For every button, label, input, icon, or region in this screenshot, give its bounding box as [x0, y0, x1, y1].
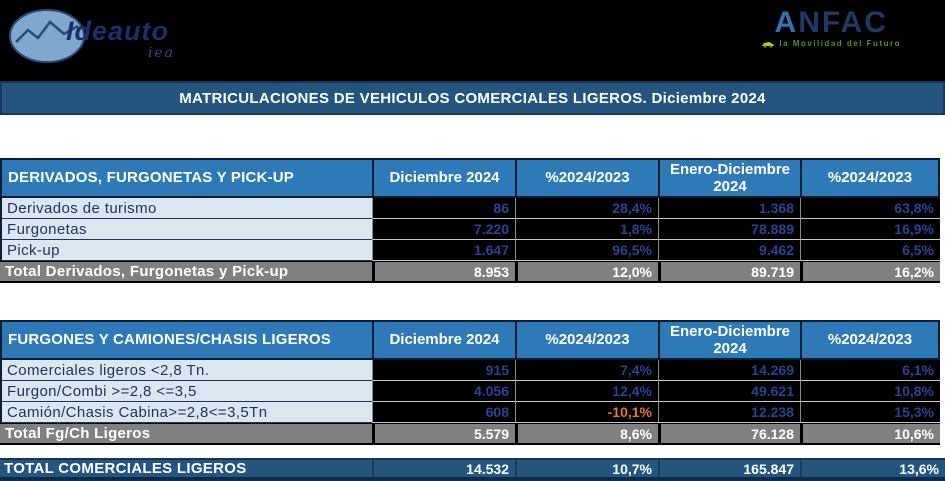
subtotal-row: [0, 423, 940, 445]
report-title: MATRICULACIONES DE VEHICULOS COMERCIALES LIGEROS. Diciembre 2024: [179, 89, 766, 107]
anfac-logo-text: ANFAC: [774, 6, 888, 39]
ideauto-logo: [8, 8, 176, 64]
pct-cell: 10,8%: [800, 381, 940, 402]
spacer: [0, 115, 945, 158]
table-derivados: [0, 158, 940, 283]
value-cell: 915: [372, 360, 515, 381]
value-cell: 14.269: [658, 360, 800, 381]
row-label: Furgon/Combi >=2,8 <=3,5: [0, 381, 372, 402]
table-title: DERIVADOS, FURGONETAS Y PICK-UP: [0, 160, 372, 196]
ideauto-logo-text: Ideauto: [66, 16, 170, 46]
column-header-dic: Diciembre 2024: [372, 322, 515, 358]
table-row: [0, 198, 940, 219]
value-cell: 608: [372, 402, 515, 423]
anfac-logo: [761, 8, 901, 48]
anfac-a-mark: A: [774, 6, 799, 39]
value-cell: 1.647: [372, 240, 515, 261]
pct-cell: 63,8%: [800, 198, 940, 219]
value-cell: 86: [372, 198, 515, 219]
pct-cell-negative: -10,1%: [515, 402, 658, 423]
table-row: [0, 402, 940, 423]
value-cell: 1.368: [658, 198, 800, 219]
subtotal-label: Total Derivados, Furgonetas y Pick-up: [5, 263, 289, 280]
subtotal-pct: 16,2%: [800, 262, 940, 281]
row-label: Pick-up: [0, 240, 372, 261]
column-header-dic: Diciembre 2024: [372, 160, 515, 196]
table-row: [0, 360, 940, 381]
pct-cell: 1,8%: [515, 219, 658, 240]
row-label: Camión/Chasis Cabina>=2,8<=3,5Tn: [0, 402, 372, 423]
table-row: [0, 240, 940, 261]
ideauto-logo-script: iea: [147, 45, 176, 61]
subtotal-pct: 12,0%: [515, 262, 658, 281]
grand-total-pct: 13,6%: [800, 460, 945, 477]
table-row: [0, 219, 940, 240]
subtotal-pct: 10,6%: [800, 424, 940, 443]
table-header-row: [0, 158, 940, 198]
pct-cell: 96,5%: [515, 240, 658, 261]
value-cell: 9.462: [658, 240, 800, 261]
grand-total-pct: 10,7%: [515, 460, 658, 477]
table-header-row: [0, 320, 940, 360]
spacer: [0, 283, 945, 320]
column-header-pct-ytd: %2024/2023: [800, 322, 940, 358]
subtotal-row: [0, 261, 940, 283]
pct-cell: 7,4%: [515, 360, 658, 381]
column-header-pct-dic: %2024/2023: [515, 322, 658, 358]
column-header-pct-dic: %2024/2023: [515, 160, 658, 196]
table-title: FURGONES Y CAMIONES/CHASIS LIGEROS: [0, 322, 372, 358]
value-cell: 12.238: [658, 402, 800, 423]
table-furgones: [0, 320, 940, 445]
value-cell: 4.056: [372, 381, 515, 402]
pct-cell: 15,3%: [800, 402, 940, 423]
value-cell: 7.220: [372, 219, 515, 240]
grand-total-value: 165.847: [658, 460, 800, 477]
grand-total-label: TOTAL COMERCIALES LIGEROS: [4, 460, 247, 477]
pct-cell: 12,4%: [515, 381, 658, 402]
pct-cell: 16,9%: [800, 219, 940, 240]
subtotal-label: Total Fg/Ch Ligeros: [5, 425, 151, 442]
table-row: [0, 381, 940, 402]
anfac-tagline: la Movilidad del Futuro: [779, 39, 901, 48]
pct-cell: 28,4%: [515, 198, 658, 219]
column-header-ytd: Enero-Diciembre 2024: [658, 322, 800, 358]
pct-cell: 6,1%: [800, 360, 940, 381]
report-title-bar: [0, 81, 945, 115]
subtotal-value: 5.579: [372, 424, 515, 443]
value-cell: 78.889: [658, 219, 800, 240]
top-band: [0, 0, 945, 81]
column-header-ytd: Enero-Diciembre 2024: [658, 160, 800, 196]
column-header-pct-ytd: %2024/2023: [800, 160, 940, 196]
spacer: [0, 445, 945, 458]
row-label: Comerciales ligeros <2,8 Tn.: [0, 360, 372, 381]
subtotal-value: 8.953: [372, 262, 515, 281]
subtotal-value: 76.128: [658, 424, 800, 443]
subtotal-pct: 8,6%: [515, 424, 658, 443]
subtotal-value: 89.719: [658, 262, 800, 281]
value-cell: 49.621: [658, 381, 800, 402]
pct-cell: 6,5%: [800, 240, 940, 261]
grand-total-value: 14.532: [372, 460, 515, 477]
row-label: Derivados de turismo: [0, 198, 372, 219]
grand-total-row: [0, 458, 945, 481]
anfac-car-icon: [761, 40, 775, 48]
row-label: Furgonetas: [0, 219, 372, 240]
